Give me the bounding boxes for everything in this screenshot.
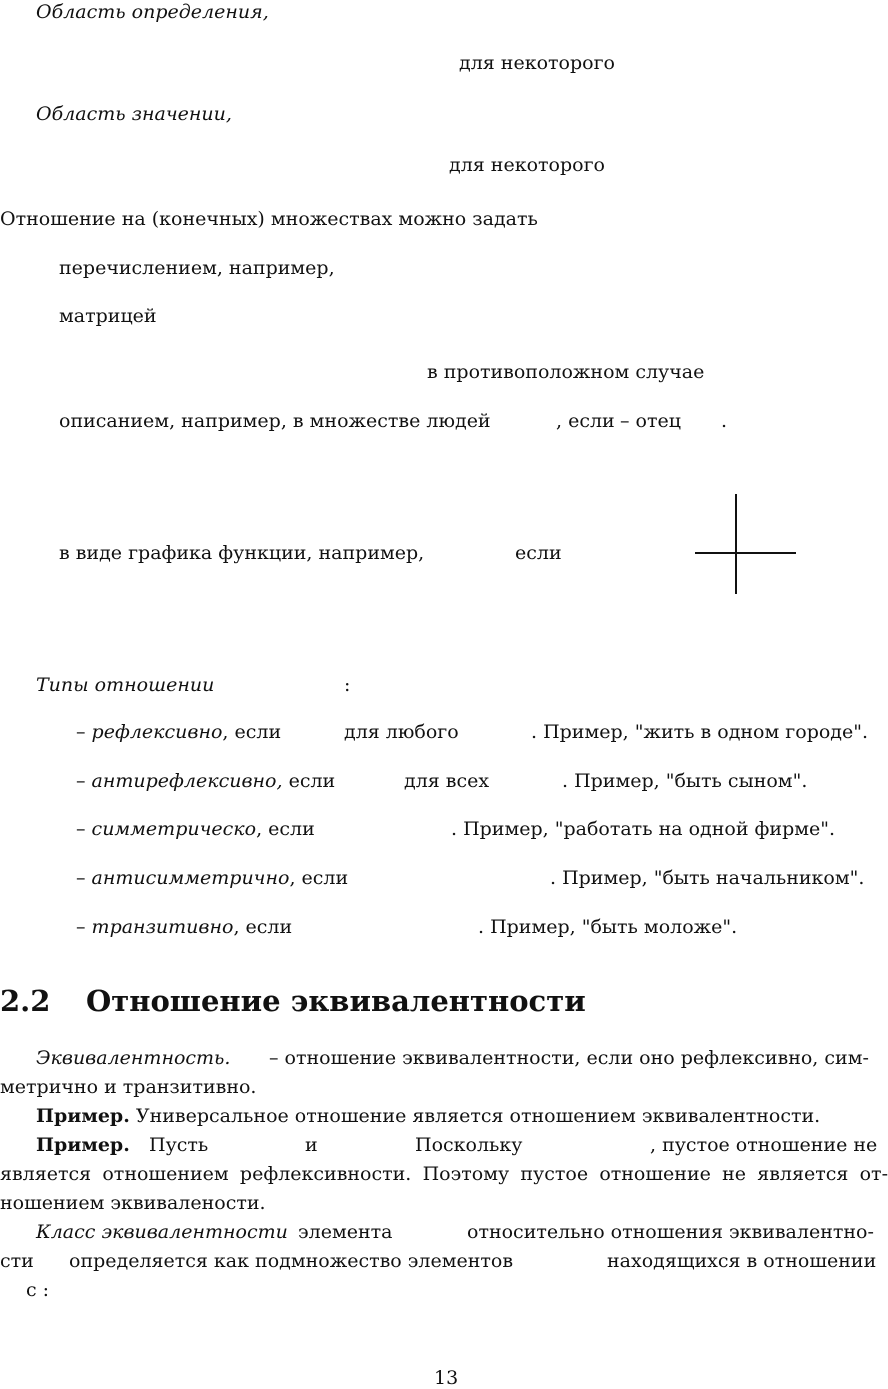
example-2-label: Пример. xyxy=(36,1134,130,1156)
page-number: 13 xyxy=(434,1367,459,1389)
domain-label: Область определения, xyxy=(36,1,269,23)
spec-description-d: . xyxy=(721,410,728,432)
example-2-b: и xyxy=(305,1134,318,1156)
type-item-antireflexive: – антирефлексивно, если xyxy=(76,770,336,792)
domain-tail: для некоторого xyxy=(459,52,615,74)
example-2-d: , пустое отношение не xyxy=(650,1134,878,1156)
type-antisymmetric-example: . Пример, "быть начальником". xyxy=(550,867,865,889)
spec-description-c: – отец xyxy=(620,410,681,432)
type-symmetric-example: . Пример, "работать на одной фирме". xyxy=(451,818,836,840)
spec-graph-a: в виде графика функции, например, xyxy=(59,542,425,564)
class-line2-b: определяется как подмножество элементов xyxy=(69,1250,514,1272)
graph-cross-vertical xyxy=(735,494,737,594)
range-tail: для некоторого xyxy=(449,154,605,176)
section-number: 2.2 xyxy=(0,984,51,1018)
class-term: Класс эквивалентности xyxy=(36,1221,288,1243)
example-1: Пример. Универсальное отношение является отношением эквивалентности. xyxy=(36,1105,821,1127)
type-transitive-example: . Пример, "быть моложе". xyxy=(478,916,738,938)
type-antireflexive-mid: для всех xyxy=(404,770,490,792)
example-2-line3: ношением эквиваленоcти. xyxy=(0,1192,266,1214)
spec-intro: Отношение на (конечных) множествах можно задать xyxy=(0,208,538,230)
equiv-def-text: – отношение эквивалентности, если оно рефлексивно, сим- xyxy=(269,1047,869,1069)
class-a: элемента xyxy=(298,1221,393,1243)
class-line2-c: находящихся в отношении xyxy=(607,1250,877,1272)
spec-enumeration: перечислением, например, xyxy=(59,257,335,279)
types-colon: : xyxy=(344,674,351,696)
type-antireflexive-example: . Пример, "быть сыном". xyxy=(562,770,808,792)
type-item-antisymmetric: – антисимметрично, если xyxy=(76,867,349,889)
equiv-def-term: Эквивалентность. xyxy=(36,1047,231,1069)
type-item-transitive: – транзитивно, если xyxy=(76,916,293,938)
range-label: Область значении, xyxy=(36,103,232,125)
type-item-reflexive: – рефлексивно, если xyxy=(76,721,282,743)
spec-matrix-otherwise: в противоположном случае xyxy=(427,361,705,383)
spec-description-b: , если xyxy=(556,410,615,432)
types-heading: Типы отношении xyxy=(36,674,215,696)
class-line3: с : xyxy=(26,1279,50,1301)
spec-description-a: описанием, например, в множестве людей xyxy=(59,410,491,432)
equiv-def-cont: метрично и транзитивно. xyxy=(0,1076,257,1098)
spec-graph-b: если xyxy=(515,542,562,564)
spec-matrix: матрицей xyxy=(59,305,157,327)
example-2-line2: является отношением рефлексивности. Поэтому пустое отношение не является от- xyxy=(0,1163,888,1185)
type-reflexive-mid: для любого xyxy=(344,721,459,743)
graph-cross-horizontal xyxy=(695,552,796,554)
type-reflexive-example: . Пример, "жить в одном городе". xyxy=(531,721,869,743)
type-item-symmetric: – симметрическо, если xyxy=(76,818,315,840)
example-2-c: Поскольку xyxy=(415,1134,523,1156)
section-title: Отношение эквивалентности xyxy=(86,984,586,1018)
class-line2-a: сти xyxy=(0,1250,34,1272)
class-b: относительно отношения эквивалентно- xyxy=(467,1221,874,1243)
example-2-a: Пусть xyxy=(149,1134,209,1156)
